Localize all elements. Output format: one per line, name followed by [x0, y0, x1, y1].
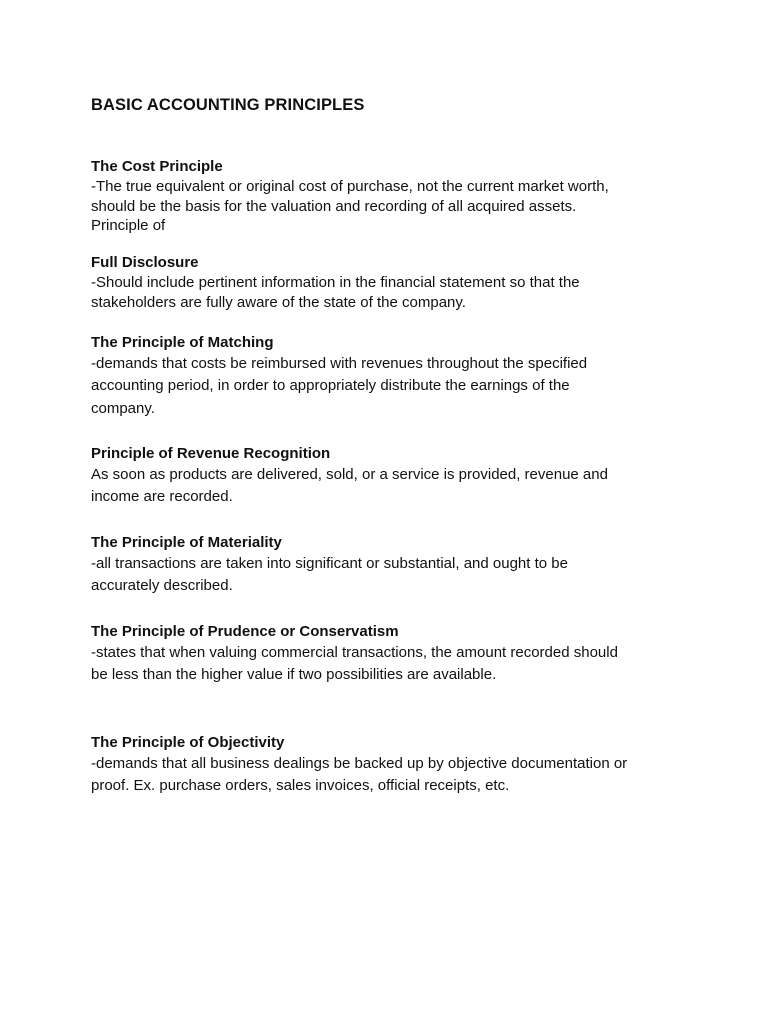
body-line: As soon as products are delivered, sold, or a service is provided, revenue and: [91, 466, 608, 483]
section-prudence: [91, 622, 691, 687]
section-heading: The Principle of Materiality: [91, 534, 282, 551]
section-heading: Full Disclosure: [91, 254, 199, 271]
body-line: should be the basis for the valuation and recording of all acquired assets.: [91, 197, 577, 215]
section-heading: The Principle of Matching: [91, 334, 274, 351]
section-revenue-recognition: [91, 444, 691, 509]
section-heading: The Principle of Objectivity: [91, 734, 285, 751]
section-heading: The Principle of Prudence or Conservatism: [91, 623, 399, 640]
section-objectivity: [91, 733, 691, 798]
body-line: -demands that all business dealings be backed up by objective documentation or: [91, 755, 628, 772]
body-line: -all transactions are taken into significant or substantial, and ought to be: [91, 555, 568, 572]
section-materiality: [91, 533, 691, 598]
body-line: company.: [91, 399, 155, 417]
section-heading: The Cost Principle: [91, 158, 223, 175]
section-body: [91, 553, 691, 598]
section-body: [91, 753, 691, 798]
section-cost-principle: [91, 157, 691, 236]
body-line: -demands that costs be reimbursed with revenues throughout the specified: [91, 355, 588, 372]
body-line: -The true equivalent or original cost of purchase, not the current market worth,: [91, 178, 609, 195]
body-line: accounting period, in order to appropriately distribute the earnings of the: [91, 377, 570, 395]
body-line: accurately described.: [91, 577, 233, 595]
document-page: [91, 0, 691, 1024]
section-heading: Principle of Revenue Recognition: [91, 445, 331, 462]
section-body: [91, 273, 691, 312]
section-body: [91, 353, 691, 420]
body-line: proof. Ex. purchase orders, sales invoices, official receipts, etc.: [91, 777, 510, 795]
body-line: Principle of: [91, 217, 166, 234]
body-line: -Should include pertinent information in the financial statement so that the: [91, 274, 580, 291]
body-line: be less than the higher value if two possibilities are available.: [91, 666, 497, 684]
section-body: [91, 177, 691, 236]
section-matching: [91, 333, 691, 420]
body-line: -states that when valuing commercial transactions, the amount recorded should: [91, 644, 618, 661]
document-title: BASIC ACCOUNTING PRINCIPLES: [91, 96, 365, 114]
body-line: stakeholders are fully aware of the state of the company.: [91, 293, 466, 311]
section-body: [91, 464, 691, 509]
section-full-disclosure: [91, 253, 691, 312]
section-body: [91, 642, 691, 687]
body-line: income are recorded.: [91, 488, 233, 506]
